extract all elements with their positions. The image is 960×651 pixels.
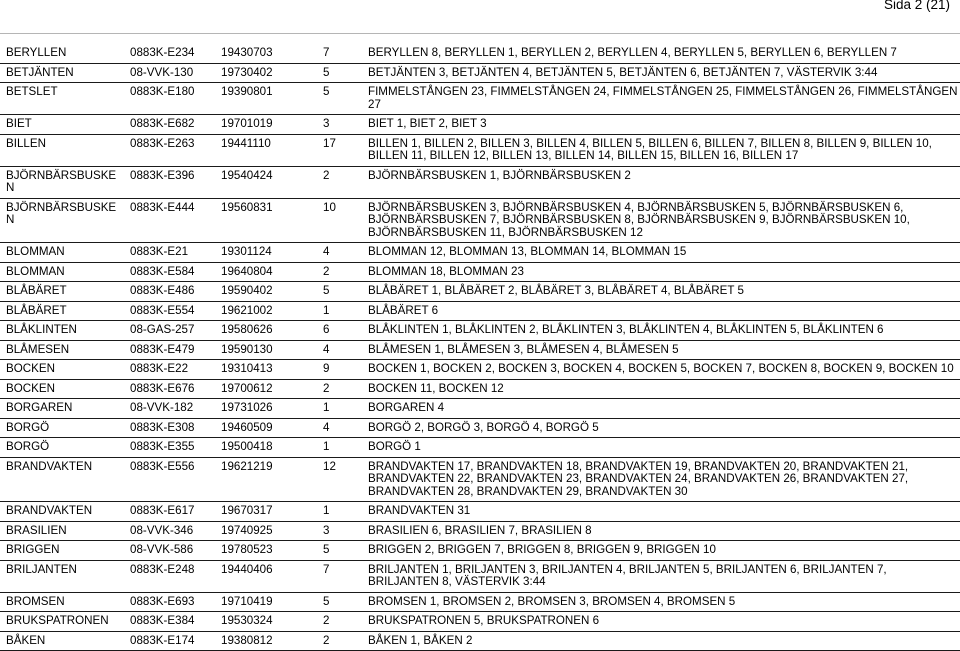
cell-units: BRILJANTEN 1, BRILJANTEN 3, BRILJANTEN 4, BRILJANTEN 5, BRILJANTEN 6, BRILJANTEN 7, BRILJANTEN 8, VÄSTERVIK 3:44: [362, 560, 960, 592]
cell-name: BOCKEN: [0, 360, 124, 380]
cell-code: 08-VVK-346: [124, 521, 215, 541]
cell-code: 08-VVK-130: [124, 63, 215, 83]
cell-name: BIET: [0, 115, 124, 135]
cell-code: 0883K-E486: [124, 282, 215, 302]
cell-code: 0883K-E693: [124, 592, 215, 612]
table-row: [0, 301, 960, 321]
cell-code: 0883K-E384: [124, 612, 215, 632]
cell-count: 1: [317, 438, 362, 458]
cell-units: BLOMMAN 18, BLOMMAN 23: [362, 262, 960, 282]
cell-units: BOCKEN 1, BOCKEN 2, BOCKEN 3, BOCKEN 4, BOCKEN 5, BOCKEN 7, BOCKEN 8, BOCKEN 9, BOCKEN 10: [362, 360, 960, 380]
cell-count: 2: [317, 166, 362, 198]
cell-name: BLÅMESEN: [0, 340, 124, 360]
cell-units: BJÖRNBÄRSBUSKEN 3, BJÖRNBÄRSBUSKEN 4, BJÖRNBÄRSBUSKEN 5, BJÖRNBÄRSBUSKEN 6, BJÖRNBÄRSBUSKEN 7, BJÖRNBÄRSBUSKEN 8, BJÖRNBÄRSBUSKEN 9, BJÖRNBÄRSBUSKEN 10, BJÖRNBÄRSBUSKEN 11, BJÖRNBÄRSBUSKEN 12: [362, 198, 960, 243]
table-row: [0, 418, 960, 438]
cell-date: 19710419: [215, 592, 317, 612]
header-divider: [0, 33, 960, 34]
cell-date: 19621002: [215, 301, 317, 321]
table-row: [0, 44, 960, 63]
cell-name: BLÅBÄRET: [0, 301, 124, 321]
cell-name: BORGÖ: [0, 418, 124, 438]
cell-name: BETSLET: [0, 83, 124, 115]
cell-date: 19530324: [215, 612, 317, 632]
cell-name: BLOMMAN: [0, 262, 124, 282]
cell-units: BORGÖ 2, BORGÖ 3, BORGÖ 4, BORGÖ 5: [362, 418, 960, 438]
cell-date: 19730402: [215, 63, 317, 83]
table-row: [0, 612, 960, 632]
table-row: [0, 115, 960, 135]
cell-count: 3: [317, 521, 362, 541]
cell-count: 1: [317, 502, 362, 522]
cell-units: BJÖRNBÄRSBUSKEN 1, BJÖRNBÄRSBUSKEN 2: [362, 166, 960, 198]
cell-units: BILLEN 1, BILLEN 2, BILLEN 3, BILLEN 4, BILLEN 5, BILLEN 6, BILLEN 7, BILLEN 8, BILLEN 9, BILLEN 10, BILLEN 11, BILLEN 12, BILLEN 13, BILLEN 14, BILLEN 15, BILLEN 16, BILLEN 17: [362, 134, 960, 166]
cell-name: BLÅKLINTEN: [0, 321, 124, 341]
cell-units: BLOMMAN 12, BLOMMAN 13, BLOMMAN 14, BLOMMAN 15: [362, 243, 960, 263]
cell-date: 19670317: [215, 502, 317, 522]
cell-count: 12: [317, 457, 362, 502]
cell-units: BROMSEN 1, BROMSEN 2, BROMSEN 3, BROMSEN 4, BROMSEN 5: [362, 592, 960, 612]
cell-count: 10: [317, 198, 362, 243]
cell-count: 2: [317, 262, 362, 282]
cell-count: 9: [317, 360, 362, 380]
cell-count: 3: [317, 115, 362, 135]
table-row: [0, 243, 960, 263]
cell-units: BLÅKLINTEN 1, BLÅKLINTEN 2, BLÅKLINTEN 3, BLÅKLINTEN 4, BLÅKLINTEN 5, BLÅKLINTEN 6: [362, 321, 960, 341]
cell-date: 19640804: [215, 262, 317, 282]
cell-code: 0883K-E355: [124, 438, 215, 458]
cell-code: 0883K-E554: [124, 301, 215, 321]
cell-date: 19301124: [215, 243, 317, 263]
table-row: [0, 321, 960, 341]
cell-name: BRASILIEN: [0, 521, 124, 541]
cell-name: BERYLLEN: [0, 44, 124, 63]
cell-count: 4: [317, 340, 362, 360]
cell-count: 4: [317, 418, 362, 438]
table-row: [0, 379, 960, 399]
cell-date: 19701019: [215, 115, 317, 135]
cell-count: 17: [317, 134, 362, 166]
cell-name: BLOMMAN: [0, 243, 124, 263]
table-row: [0, 198, 960, 243]
cell-units: BRASILIEN 6, BRASILIEN 7, BRASILIEN 8: [362, 521, 960, 541]
cell-count: 7: [317, 560, 362, 592]
cell-code: 0883K-E174: [124, 631, 215, 651]
table-row: [0, 63, 960, 83]
cell-count: 5: [317, 83, 362, 115]
cell-code: 0883K-E682: [124, 115, 215, 135]
cell-name: BRUKSPATRONEN: [0, 612, 124, 632]
cell-code: 0883K-E396: [124, 166, 215, 198]
cell-code: 0883K-E21: [124, 243, 215, 263]
cell-code: 08-VVK-182: [124, 399, 215, 419]
cell-name: BRIGGEN: [0, 541, 124, 561]
cell-date: 19590130: [215, 340, 317, 360]
table-row: [0, 262, 960, 282]
table-row: [0, 399, 960, 419]
cell-units: BORGAREN 4: [362, 399, 960, 419]
table-row: [0, 631, 960, 651]
page-header: [0, 0, 960, 36]
page-number: Sida 2 (21): [883, 0, 950, 12]
cell-count: 7: [317, 44, 362, 63]
cell-units: BRANDVAKTEN 31: [362, 502, 960, 522]
table-row: [0, 83, 960, 115]
cell-count: 1: [317, 399, 362, 419]
table-body: [0, 44, 960, 651]
cell-name: BJÖRNBÄRSBUSKEN: [0, 198, 124, 243]
cell-name: BROMSEN: [0, 592, 124, 612]
cell-count: 2: [317, 612, 362, 632]
cell-date: 19441110: [215, 134, 317, 166]
cell-units: BERYLLEN 8, BERYLLEN 1, BERYLLEN 2, BERYLLEN 4, BERYLLEN 5, BERYLLEN 6, BERYLLEN 7: [362, 44, 960, 63]
cell-date: 19500418: [215, 438, 317, 458]
cell-date: 19390801: [215, 83, 317, 115]
cell-name: BILLEN: [0, 134, 124, 166]
cell-count: 2: [317, 379, 362, 399]
cell-units: BLÅBÄRET 1, BLÅBÄRET 2, BLÅBÄRET 3, BLÅBÄRET 4, BLÅBÄRET 5: [362, 282, 960, 302]
cell-units: BETJÄNTEN 3, BETJÄNTEN 4, BETJÄNTEN 5, BETJÄNTEN 6, BETJÄNTEN 7, VÄSTERVIK 3:44: [362, 63, 960, 83]
cell-date: 19440406: [215, 560, 317, 592]
cell-date: 19590402: [215, 282, 317, 302]
cell-date: 19621219: [215, 457, 317, 502]
property-register-table: [0, 44, 960, 651]
cell-date: 19740925: [215, 521, 317, 541]
cell-name: BJÖRNBÄRSBUSKEN: [0, 166, 124, 198]
table-row: [0, 457, 960, 502]
cell-date: 19700612: [215, 379, 317, 399]
cell-count: 5: [317, 63, 362, 83]
cell-name: BORGÖ: [0, 438, 124, 458]
table-row: [0, 521, 960, 541]
cell-code: 0883K-E180: [124, 83, 215, 115]
cell-code: 0883K-E22: [124, 360, 215, 380]
cell-date: 19780523: [215, 541, 317, 561]
cell-count: 6: [317, 321, 362, 341]
table-row: [0, 560, 960, 592]
cell-count: 1: [317, 301, 362, 321]
cell-units: BORGÖ 1: [362, 438, 960, 458]
cell-name: BÅKEN: [0, 631, 124, 651]
table-row: [0, 592, 960, 612]
cell-name: BORGAREN: [0, 399, 124, 419]
table-row: [0, 360, 960, 380]
cell-date: 19731026: [215, 399, 317, 419]
table-row: [0, 438, 960, 458]
cell-units: BÅKEN 1, BÅKEN 2: [362, 631, 960, 651]
cell-name: BRANDVAKTEN: [0, 502, 124, 522]
cell-code: 0883K-E584: [124, 262, 215, 282]
cell-date: 19540424: [215, 166, 317, 198]
cell-name: BETJÄNTEN: [0, 63, 124, 83]
cell-units: FIMMELSTÅNGEN 23, FIMMELSTÅNGEN 24, FIMMELSTÅNGEN 25, FIMMELSTÅNGEN 26, FIMMELSTÅNGEN 27: [362, 83, 960, 115]
cell-units: BRIGGEN 2, BRIGGEN 7, BRIGGEN 8, BRIGGEN 9, BRIGGEN 10: [362, 541, 960, 561]
table-row: [0, 282, 960, 302]
cell-code: 0883K-E676: [124, 379, 215, 399]
cell-code: 0883K-E263: [124, 134, 215, 166]
cell-name: BLÅBÄRET: [0, 282, 124, 302]
cell-code: 08-VVK-586: [124, 541, 215, 561]
cell-units: BRANDVAKTEN 17, BRANDVAKTEN 18, BRANDVAKTEN 19, BRANDVAKTEN 20, BRANDVAKTEN 21, BRANDVAKTEN 22, BRANDVAKTEN 23, BRANDVAKTEN 24, BRANDVAKTEN 26, BRANDVAKTEN 27, BRANDVAKTEN 28, BRANDVAKTEN 29, BRANDVAKTEN 30: [362, 457, 960, 502]
cell-date: 19310413: [215, 360, 317, 380]
cell-units: BRUKSPATRONEN 5, BRUKSPATRONEN 6: [362, 612, 960, 632]
cell-code: 0883K-E234: [124, 44, 215, 63]
cell-code: 0883K-E556: [124, 457, 215, 502]
cell-code: 0883K-E444: [124, 198, 215, 243]
cell-count: 5: [317, 541, 362, 561]
cell-code: 0883K-E248: [124, 560, 215, 592]
cell-date: 19460509: [215, 418, 317, 438]
table-row: [0, 134, 960, 166]
cell-name: BOCKEN: [0, 379, 124, 399]
cell-units: BOCKEN 11, BOCKEN 12: [362, 379, 960, 399]
cell-units: BLÅBÄRET 6: [362, 301, 960, 321]
table-row: [0, 541, 960, 561]
cell-count: 4: [317, 243, 362, 263]
cell-count: 5: [317, 592, 362, 612]
cell-date: 19380812: [215, 631, 317, 651]
cell-units: BIET 1, BIET 2, BIET 3: [362, 115, 960, 135]
cell-count: 5: [317, 282, 362, 302]
table-row: [0, 502, 960, 522]
cell-code: 0883K-E479: [124, 340, 215, 360]
cell-name: BRANDVAKTEN: [0, 457, 124, 502]
cell-code: 08-GAS-257: [124, 321, 215, 341]
cell-name: BRILJANTEN: [0, 560, 124, 592]
table-row: [0, 166, 960, 198]
table-row: [0, 340, 960, 360]
cell-date: 19560831: [215, 198, 317, 243]
cell-code: 0883K-E308: [124, 418, 215, 438]
cell-code: 0883K-E617: [124, 502, 215, 522]
cell-units: BLÅMESEN 1, BLÅMESEN 3, BLÅMESEN 4, BLÅMESEN 5: [362, 340, 960, 360]
cell-date: 19430703: [215, 44, 317, 63]
cell-count: 2: [317, 631, 362, 651]
cell-date: 19580626: [215, 321, 317, 341]
